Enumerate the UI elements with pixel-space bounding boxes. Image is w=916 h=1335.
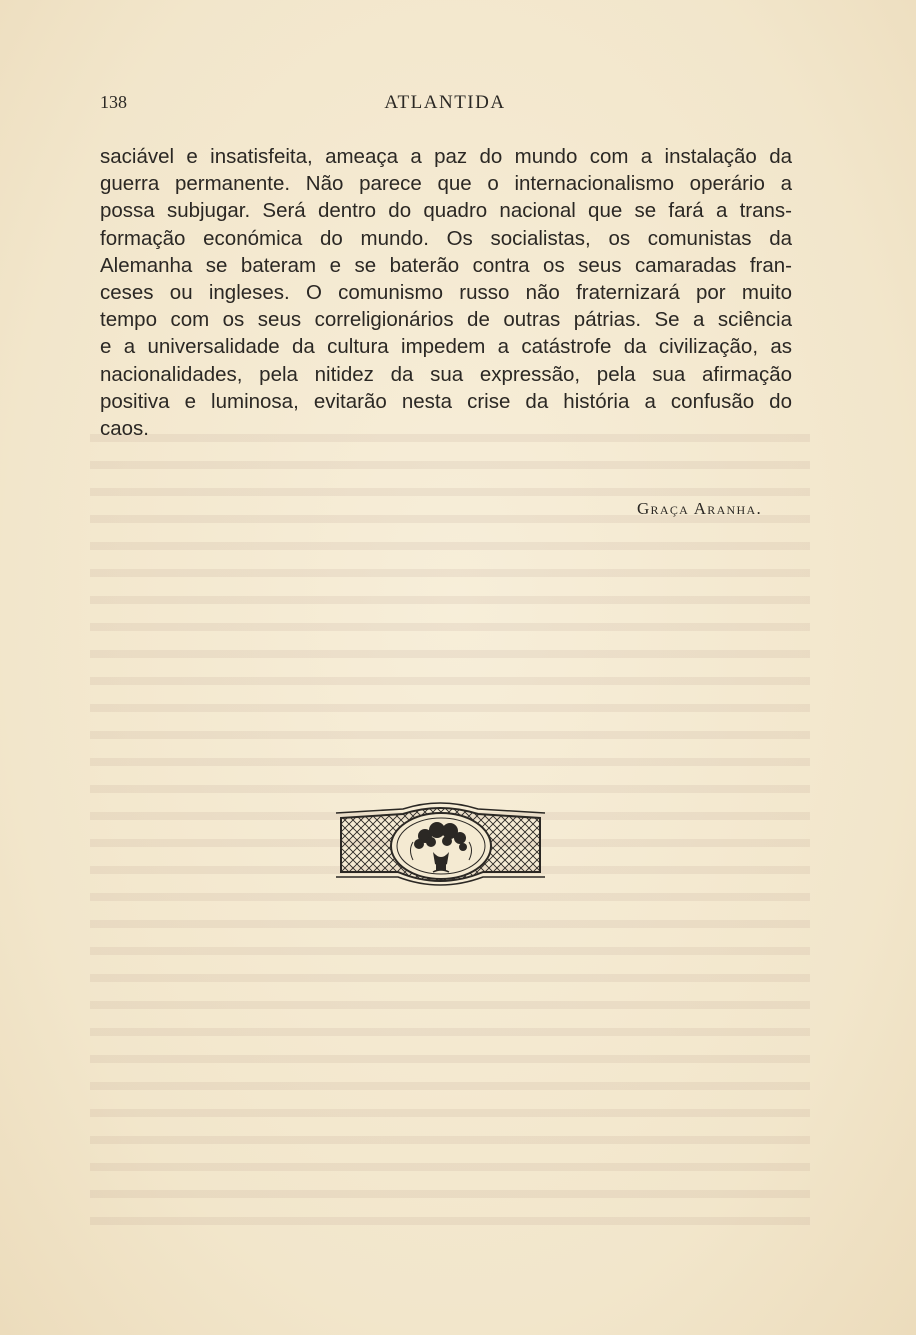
text-line: saciável e insatisfeita, ameaça a paz do mundo com a instalação da	[100, 145, 792, 168]
text-line: positiva e luminosa, evitarão nesta crise da história a confusão do	[100, 389, 792, 413]
text-line: formação económica do mundo. Os socialistas, os comunistas da	[100, 226, 792, 250]
text-line: ceses ou ingleses. O comunismo russo não fraternizará por muito	[100, 280, 792, 304]
text-line: caos.	[100, 416, 149, 440]
body-paragraph	[100, 143, 792, 442]
text-line: nacionalidades, pela nitidez da sua expressão, pela sua afirmação	[100, 362, 792, 386]
text-line: e a universalidade da cultura impedem a catástrofe da civilização, as	[100, 335, 792, 359]
author-signature: Graça Aranha.	[636, 499, 762, 518]
text-line: possa subjugar. Será dentro do quadro nacional que se fará a trans-	[100, 199, 792, 223]
page-header	[100, 92, 790, 120]
text-line: guerra permanente. Não parece que o internacionalismo operário a	[100, 172, 792, 196]
running-title: ATLANTIDA	[384, 92, 506, 113]
page-number: 138	[100, 92, 127, 112]
floral-vase-ornament-icon	[333, 800, 548, 890]
text-line: Alemanha se bateram e se baterão contra os seus camaradas fran-	[100, 253, 792, 277]
text-line: tempo com os seus correligionários de outras pátrias. Se a sciência	[100, 308, 792, 332]
